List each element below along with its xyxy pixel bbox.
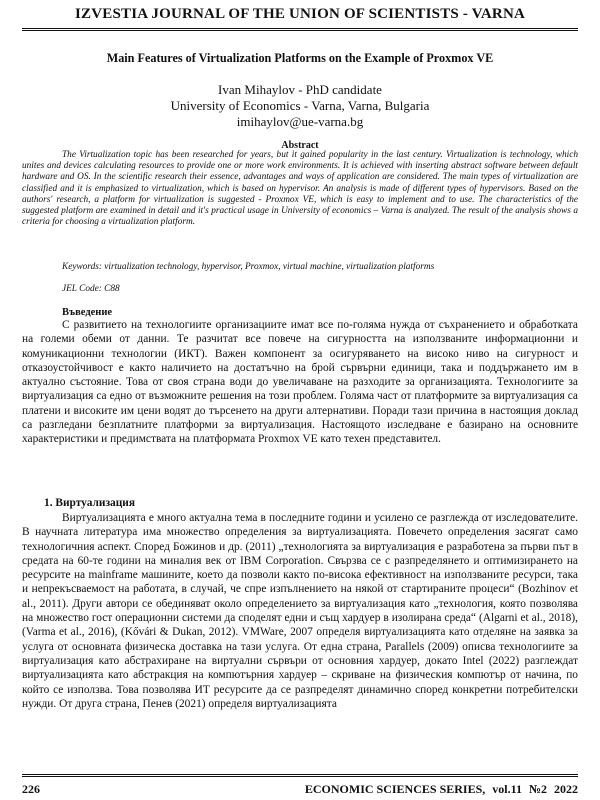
intro-text: С развитието на технологиите организациите имат все по-голяма нужда от съхранението и обработката на големи обеми от данни. Те разчитат все повече на сигурността на използваните информационни и комуникационни технологии (ИКТ). Важен компонент за осигуряването на високо ниво на сигурност и отказоустойчивост е както наличието на достатъчно на брой сървърни единици, така и поддържането им в актуално състояние. Това от своя страна води до увеличаване на разходите за организацията. Технологиите за виртуализация са едно от възможните решения на този проблем. Голяма част от платформите за виртуализация са платени и високите им цени водят до търсенето на други алтернативи. Поради тази причина в настоящия доклад са разгледани безплатните платформи за виртуализация. Настоящото изследване е базирано на основните характеристики и предимствата на платформата Proxmox VE като техен представител. (22, 319, 578, 446)
intro-heading: Въведение (62, 307, 113, 318)
section-1-heading: 1. Виртуализация (44, 497, 136, 509)
series-issue: №2 (528, 782, 547, 796)
abstract-heading: Abstract (281, 140, 319, 151)
series-info (301, 782, 578, 797)
series-name: ECONOMIC SCIENCES SERIES, (304, 782, 486, 796)
author-name: Ivan Mihaylov - PhD candidate (218, 82, 382, 97)
jel-code: JEL Code: C88 (62, 284, 120, 294)
keywords: Keywords: virtualization technology, hypervisor, Proxmox, virtual machine, virtualization platforms (62, 262, 435, 272)
abstract-text: The Virtualization topic has been researched for years, but it gained popularity in the last century. Virtualization is technology, which unites and devices calculating resources to provide one or more work environments. It is achieved with inserting abstract software between default hardware and OS. In the scientific research their essence, advantages and ways of application are considered. The main types of virtualization are classified and it is emphasized to virtualization, which is based on hypervisor. An analysis is made of different types of hypervisors. Based on the authors' research, a platform for virtualization is suggested - Proxmox VE, which is easy to implement and to use. The characteristics of the suggested platform are examined in detail and it's practical usage in University of economics – Varna is analyzed. The result of the analysis shows a criteria for choosing a virtualization platform. (22, 150, 578, 228)
page-number: 226 (22, 782, 40, 796)
paper-title: Main Features of Virtualization Platforms on the Example of Proxmox VE (106, 51, 494, 65)
journal-header: IZVESTIA JOURNAL OF THE UNION OF SCIENTISTS - VARNA (22, 6, 578, 31)
author-block (30, 82, 570, 130)
author-email: imihaylov@ue-varna.bg (236, 114, 364, 129)
page-footer (22, 774, 578, 796)
series-year: 2022 (554, 782, 578, 796)
author-affiliation: University of Economics - Varna, Varna, Bulgaria (170, 98, 430, 113)
section-1-text: Виртуализацията е много актуална тема в последните години и усилено се разглежда от изследователите. В научната литература има множество определения за виртуализацията. Повечето определения засягат само технологичния аспект. Според Божинов и др. (2011) „технологията за виртуализация е разработена за първи път в средата на 60-те години на миналия век от IBM Corporation. Свързва се с разпределянето и оптимизирането на ресурсите на mainframe машините, което да позволи както по-висока ефективност на използваните ресурси, така и непрекъсваемост на работата, в случай, че спре изпълнението на някой от стартираните процеси“ (Bozhinov et al., 2011). Други автори се обединяват около определението за виртуализация като „технология, която позволява на множество гост операционни системи да споделят едни и същ хардуер в изолирана среда“ (Algarni et al., 2018), (Varma et al., 2016), (Kővári & Dukan, 2012). VMWare, 2007 определя виртуализацията като отделяне на заявка за услуга от основната физическа доставка на тази услуга. От една страна, Parallels (2009) описва технологиите за виртуализация като абстрахиране на виртуални сървъри от основния хардуер, докато Intel (2022) разглеждат виртуализацията като абстракция на компютърния хардуер – скриване на физическия компютър от начина, по който се използва. Това позволява ИТ ресурсите да се разпределят динамично според конкретни потребителски нужди. От друга страна, Пенев (2021) определя виртуализацията (22, 512, 578, 710)
series-volume: vol.11 (492, 782, 522, 796)
